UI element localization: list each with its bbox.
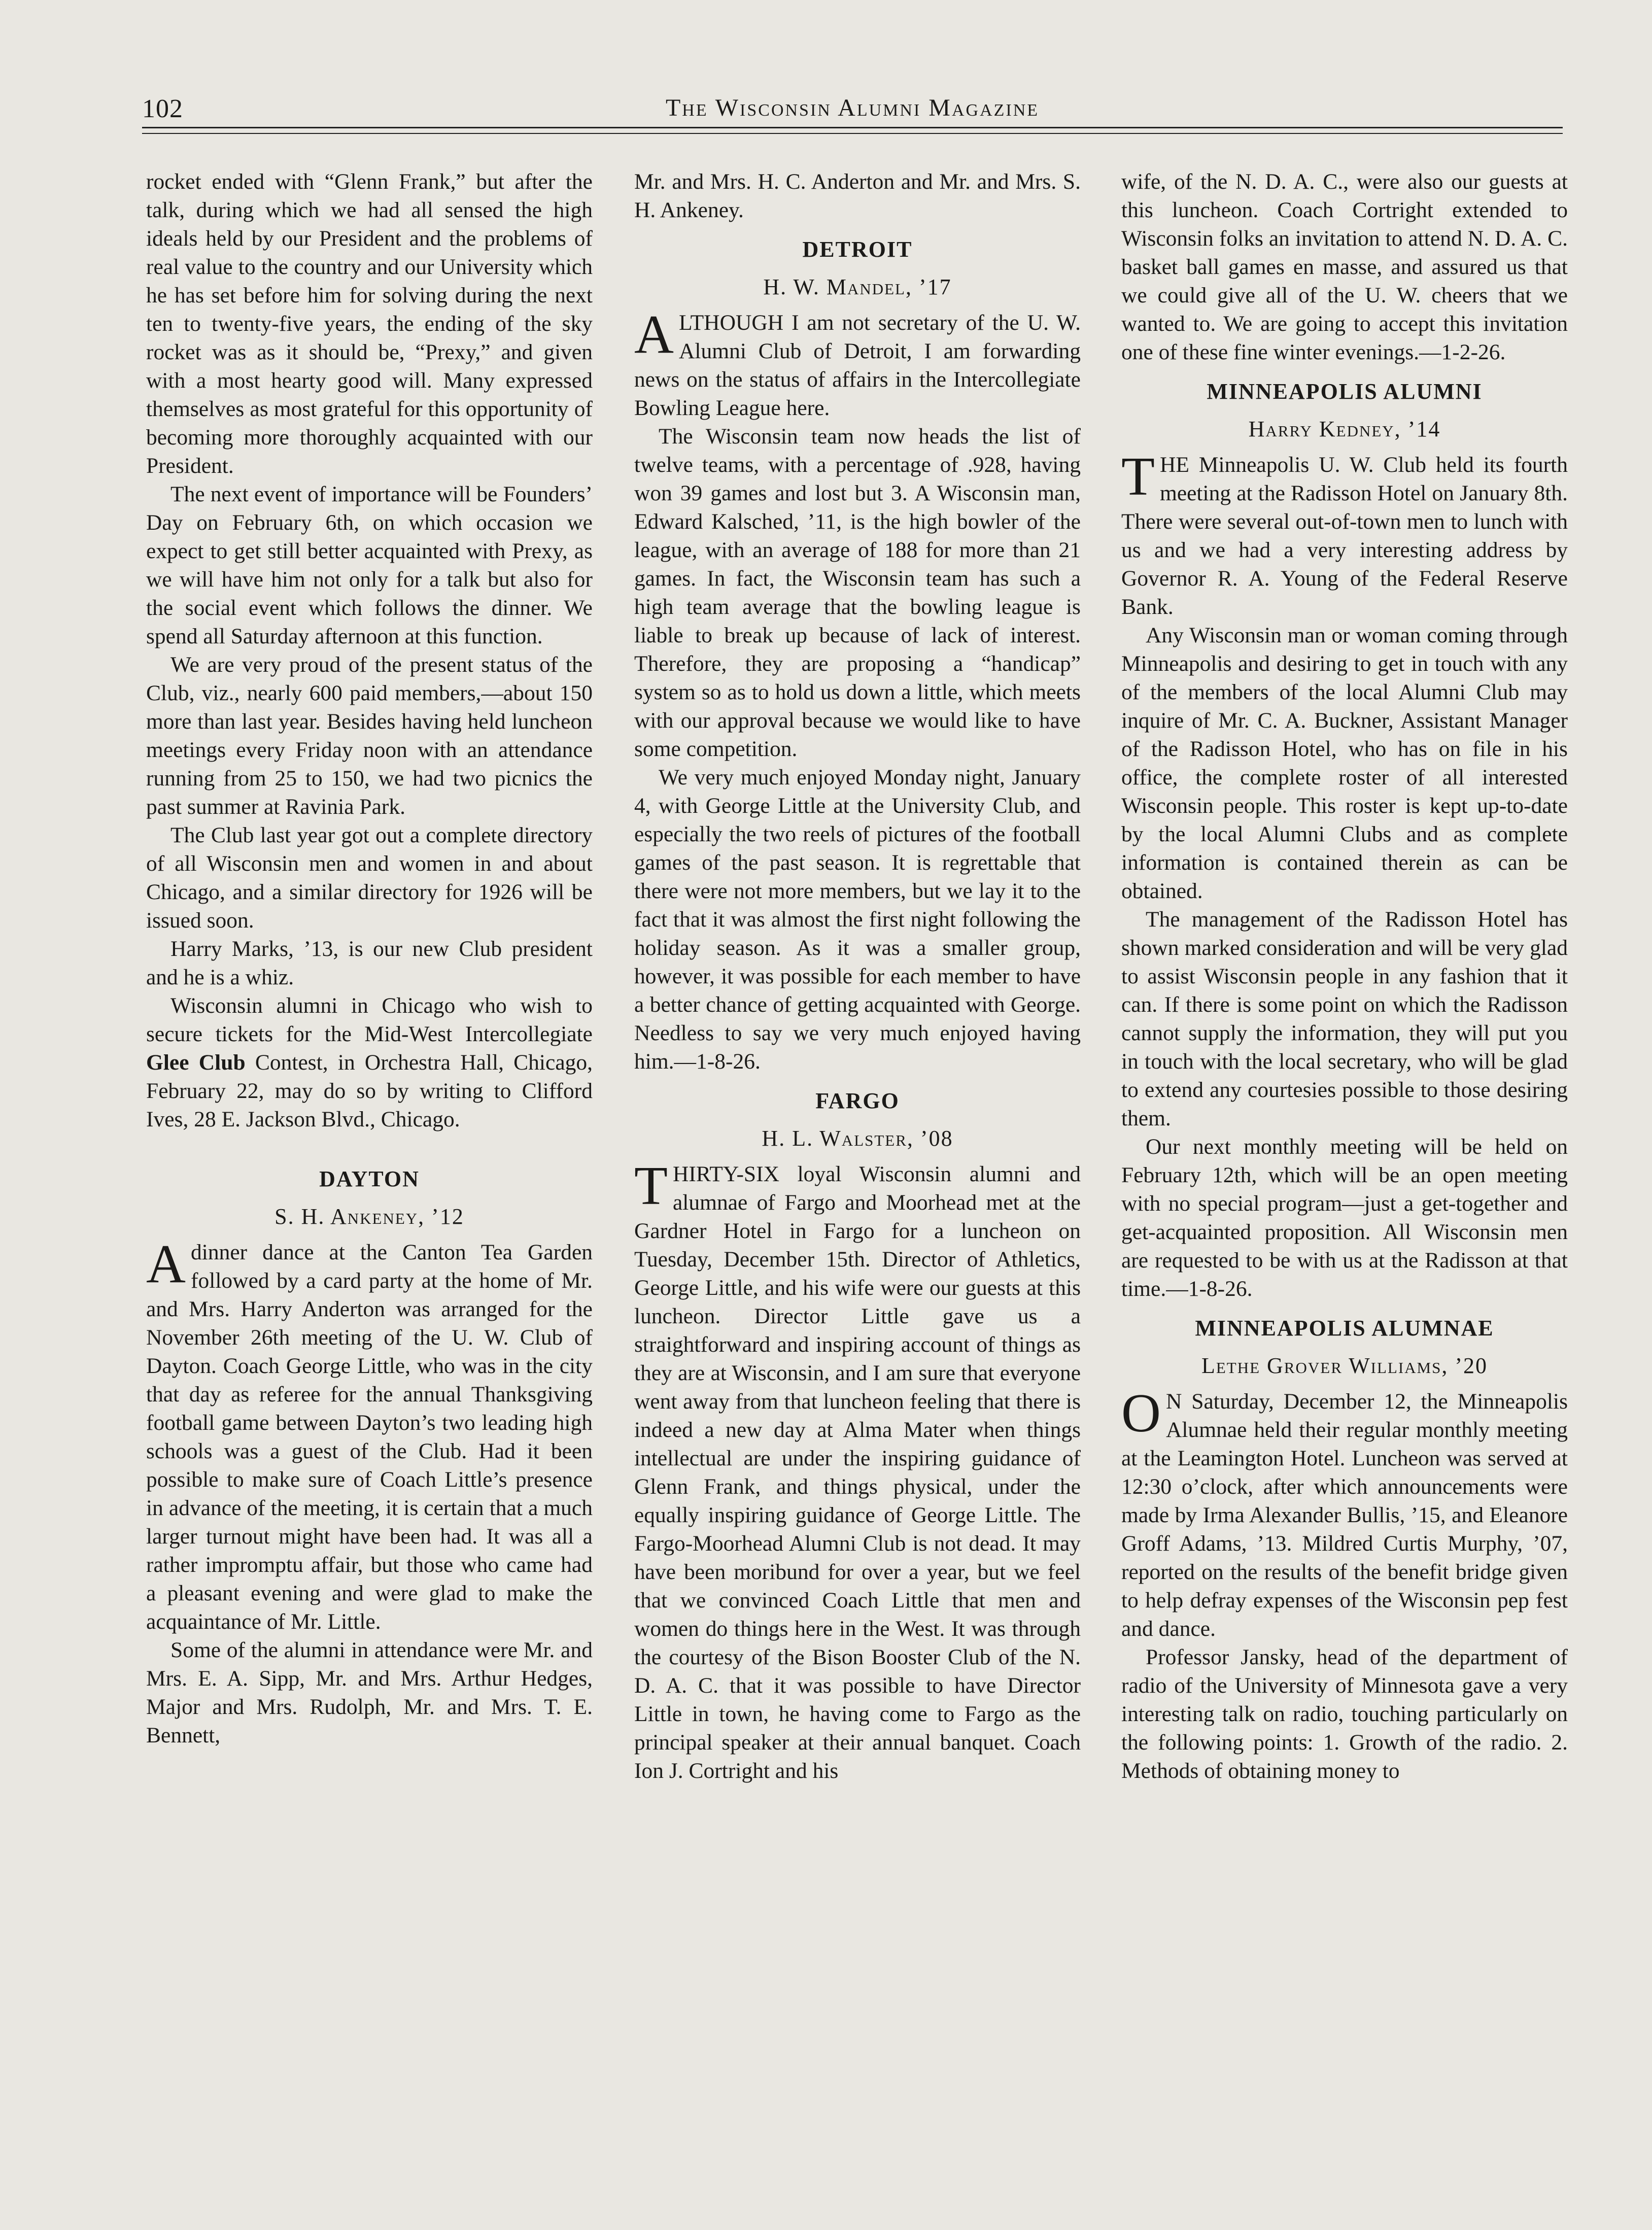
minneapolis-alumni-paragraph-4: Our next monthly meeting will be held on February 12th, which will be an open meeting with no special program—just a get-together and get-acquainted proposition. All Wisconsin men are requested to be with us at the Radisson at that time.—1-8-26. (1121, 1135, 1568, 1301)
minneapolis-alumni-paragraph-2: Any Wisconsin man or woman coming through Minneapolis and desiring to get in touch with any of the members of the local Alumni Club may inquire of Mr. C. A. Buckner, Assistant Manager of the Radisson Hotel, who has on file in his office, the complete roster of all interested Wisconsin people. This roster is kept up-to-date by the local Alumni Clubs and as complete information is contained therein as can be obtained. (1121, 623, 1568, 903)
magazine-title: The Wisconsin Alumni Magazine (665, 94, 1040, 121)
minneapolis-alumnae-paragraph-1 (1121, 1383, 1568, 1643)
byline-fargo: H. L. Walster, ’08 (762, 1126, 953, 1151)
minneapolis-alumni-paragraph-1 (1121, 447, 1568, 621)
column-left (146, 167, 593, 2172)
dayton-paragraph-2: Some of the alumni in attendance were Mr. and Mrs. E. A. Sipp, Mr. and Mrs. Arthur Hedges, Major and Mrs. Rudolph, Mr. and Mrs. T. E. Bennett, (146, 1638, 593, 1747)
chicago-paragraph-1: rocket ended with “Glenn Frank,” but after the talk, during which we had all sensed the high ideals held by our President and the problems of real value to the country and our University which he has set before him for solving during the next ten to twenty-five years, the ending of the sky rocket was as it should be, “Prexy,” and given with a most hearty good will. Many expressed themselves as most grateful for this opportunity of becoming more thoroughly acquainted with our President. (146, 169, 593, 478)
dayton-paragraph-1-text: dinner dance at the Canton Tea Garden followed by a card party at the home of Mr. and Mrs. Harry Anderton was arranged for the November 26th meeting of the U. W. Club of Dayton. Coach George Little, who was in the city that day as referee for the annual Thanksgiving football game between Dayton’s two leading high schools was a guest of the Club. Had it been possible to make sure of Coach Little’s presence in advance of the meeting, it is certain that a much larger turnout might have been had. It was all a rather impromptu affair, but those who came had a pleasant evening and were glad to make the acquaintance of Mr. Little. (146, 1240, 593, 1634)
dropcap-detroit: A (634, 304, 674, 365)
section-heading-fargo: FARGO (815, 1088, 900, 1113)
section-heading-minneapolis-alumni: MINNEAPOLIS ALUMNI (1207, 379, 1483, 404)
fargo-continued: wife, of the N. D. A. C., were also our guests at this luncheon. Coach Cortright extended to Wisconsin folks an invitation to attend N. D. A. C. basket ball games en masse, and assured us that we could give all of the U. W. cheers that we wanted to. We are going to accept this invitation one of these fine winter evenings.—1-2-26. (1121, 169, 1568, 364)
section-heading-detroit: DETROIT (802, 237, 913, 262)
fargo-paragraph-1 (634, 1156, 1081, 1785)
chicago-paragraph-6 (146, 991, 593, 1134)
chicago-paragraph-4: The Club last year got out a complete directory of all Wisconsin men and women in and about Chicago, and a similar directory for 1926 will be issued soon. (146, 823, 593, 933)
detroit-paragraph-3: We very much enjoyed Monday night, January 4, with George Little at the University Club, and especially the two reels of pictures of the football games of the past season. It is regrettable that there were not more members, but we lay it to the fact that it was almost the first night following the holiday season. As it was a smaller group, however, it was possible for each member to have a better chance of getting acquainted with George. Needless to say we very much enjoyed having him.—1-8-26. (634, 765, 1081, 1074)
minneapolis-alumnae-paragraph-1-text: N Saturday, December 12, the Minneapolis Alumnae held their regular monthly meeting at the Leamington Hotel. Luncheon was served at 12:30 o’clock, after which announcements were made by Irma Alexander Bullis, ’15, and Eleanore Groff Adams, ’13. Mildred Curtis Murphy, ’07, reported on the results of the benefit bridge given to help defray expenses of the Wisconsin pep fest and dance. (1121, 1389, 1568, 1641)
section-heading-minneapolis-alumnae: MINNEAPOLIS ALUMNAE (1195, 1316, 1494, 1341)
fargo-paragraph-1-text: HIRTY-SIX loyal Wisconsin alumni and alumnae of Fargo and Moorhead met at the Gardner Hotel in Fargo for a luncheon on Tuesday, December 15th. Director of Athletics, George Little, and his wife were our guests at this luncheon. Director Little gave us a straightforward and inspiring account of things as they are at Wisconsin, and I am sure that everyone went away from that luncheon feeling that there is indeed a new day at Alma Mater when things intellectual are under the inspiring guidance of Glenn Frank, and things physical, under the equally inspiring guidance of George Little. The Fargo-Moorhead Alumni Club is not dead. It may have been moribund for over a year, but we feel that we convinced Coach Little that men and women do things here in the West. It was through the courtesy of the Bison Booster Club of the N. D. A. C. that it was possible to have Director Little in town, he having come to Fargo as the principal speaker at their annual banquet. Coach Ion J. Cortright and his (634, 1162, 1081, 1783)
glee-club-text-after: Contest, in Orchestra Hall, Chicago, February 22, may do so by writing to Clifford Ives, 28 E. Jackson Blvd., Chicago. (146, 1050, 593, 1131)
byline-dayton: S. H. Ankeney, ’12 (274, 1204, 464, 1229)
chicago-paragraph-2: The next event of importance will be Founders’ Day on February 6th, on which occasion we expect to get still better acquainted with Prexy, as we will have him not only for a talk but also for the social event which follows the dinner. We spend all Saturday afternoon at this function. (146, 482, 593, 648)
column-middle (634, 167, 1081, 2172)
page-number: 102 (142, 94, 183, 123)
dropcap-minneapolis-alumni: T (1121, 447, 1155, 507)
minneapolis-alumni-paragraph-1-text: HE Minneapolis U. W. Club held its fourth meeting at the Radisson Hotel on January 8th. There were several out-of-town men to lunch with us and we had a very interesting address by Governor R. A. Young of the Federal Reserve Bank. (1121, 453, 1568, 619)
page-header (142, 94, 1563, 134)
chicago-paragraph-5: Harry Marks, ’13, is our new Club president and he is a whiz. (146, 937, 593, 989)
section-gap (146, 1134, 593, 1154)
byline-detroit: H. W. Mandel, ’17 (763, 275, 952, 299)
header-rule-top (142, 127, 1563, 128)
section-heading-dayton: DAYTON (319, 1167, 420, 1191)
glee-club-bold: Glee Club (146, 1050, 246, 1075)
column-right (1121, 167, 1568, 2172)
dropcap-minneapolis-alumnae: O (1121, 1383, 1161, 1444)
dayton-continued: Mr. and Mrs. H. C. Anderton and Mr. and Mrs. S. H. Ankeney. (634, 169, 1081, 222)
header-rule-bottom (142, 133, 1563, 134)
dropcap-dayton: A (146, 1234, 186, 1294)
dayton-paragraph-1 (146, 1234, 593, 1636)
byline-minneapolis-alumni: Harry Kedney, ’14 (1248, 417, 1441, 441)
glee-club-text-before: Wisconsin alumni in Chicago who wish to secure tickets for the Mid-West Intercollegiate (146, 993, 593, 1046)
minneapolis-alumni-paragraph-3: The management of the Radisson Hotel has shown marked consideration and will be very glad to assist Wisconsin people in any fashion that it can. If there is some point on which the Radisson cannot supply the information, they will put you in touch with the local secretary, who will be glad to extend any courtesies possible to those desiring them. (1121, 907, 1568, 1130)
minneapolis-alumnae-paragraph-2: Professor Jansky, head of the department of radio of the University of Minnesota gave a very interesting talk on radio, touching particularly on the following points: 1. Growth of the radio. 2. Methods of obtaining money to (1121, 1645, 1568, 1783)
dropcap-fargo: T (634, 1156, 668, 1216)
detroit-paragraph-1 (634, 304, 1081, 422)
byline-minneapolis-alumnae: Lethe Grover Williams, ’20 (1201, 1353, 1488, 1378)
chicago-paragraph-3: We are very proud of the present status of the Club, viz., nearly 600 paid members,—about 150 more than last year. Besides having held luncheon meetings every Friday noon with an attendance running from 25 to 150, we had two picnics the past summer at Ravinia Park. (146, 653, 593, 819)
detroit-paragraph-2: The Wisconsin team now heads the list of twelve teams, with a percentage of .928, having won 39 games and lost but 3. A Wisconsin man, Edward Kalsched, ’11, is the high bowler of the league, with an average of 188 for more than 21 games. In fact, the Wisconsin team has such a high team average that the bowling league is liable to break up because of lack of interest. Therefore, they are proposing a “handicap” system so as to hold us down a little, which meets with our approval because we would like to have some competition. (634, 424, 1081, 761)
detroit-paragraph-1-text: LTHOUGH I am not secretary of the U. W. Alumni Club of Detroit, I am forwarding news on the status of affairs in the Intercollegiate Bowling League here. (634, 311, 1081, 420)
